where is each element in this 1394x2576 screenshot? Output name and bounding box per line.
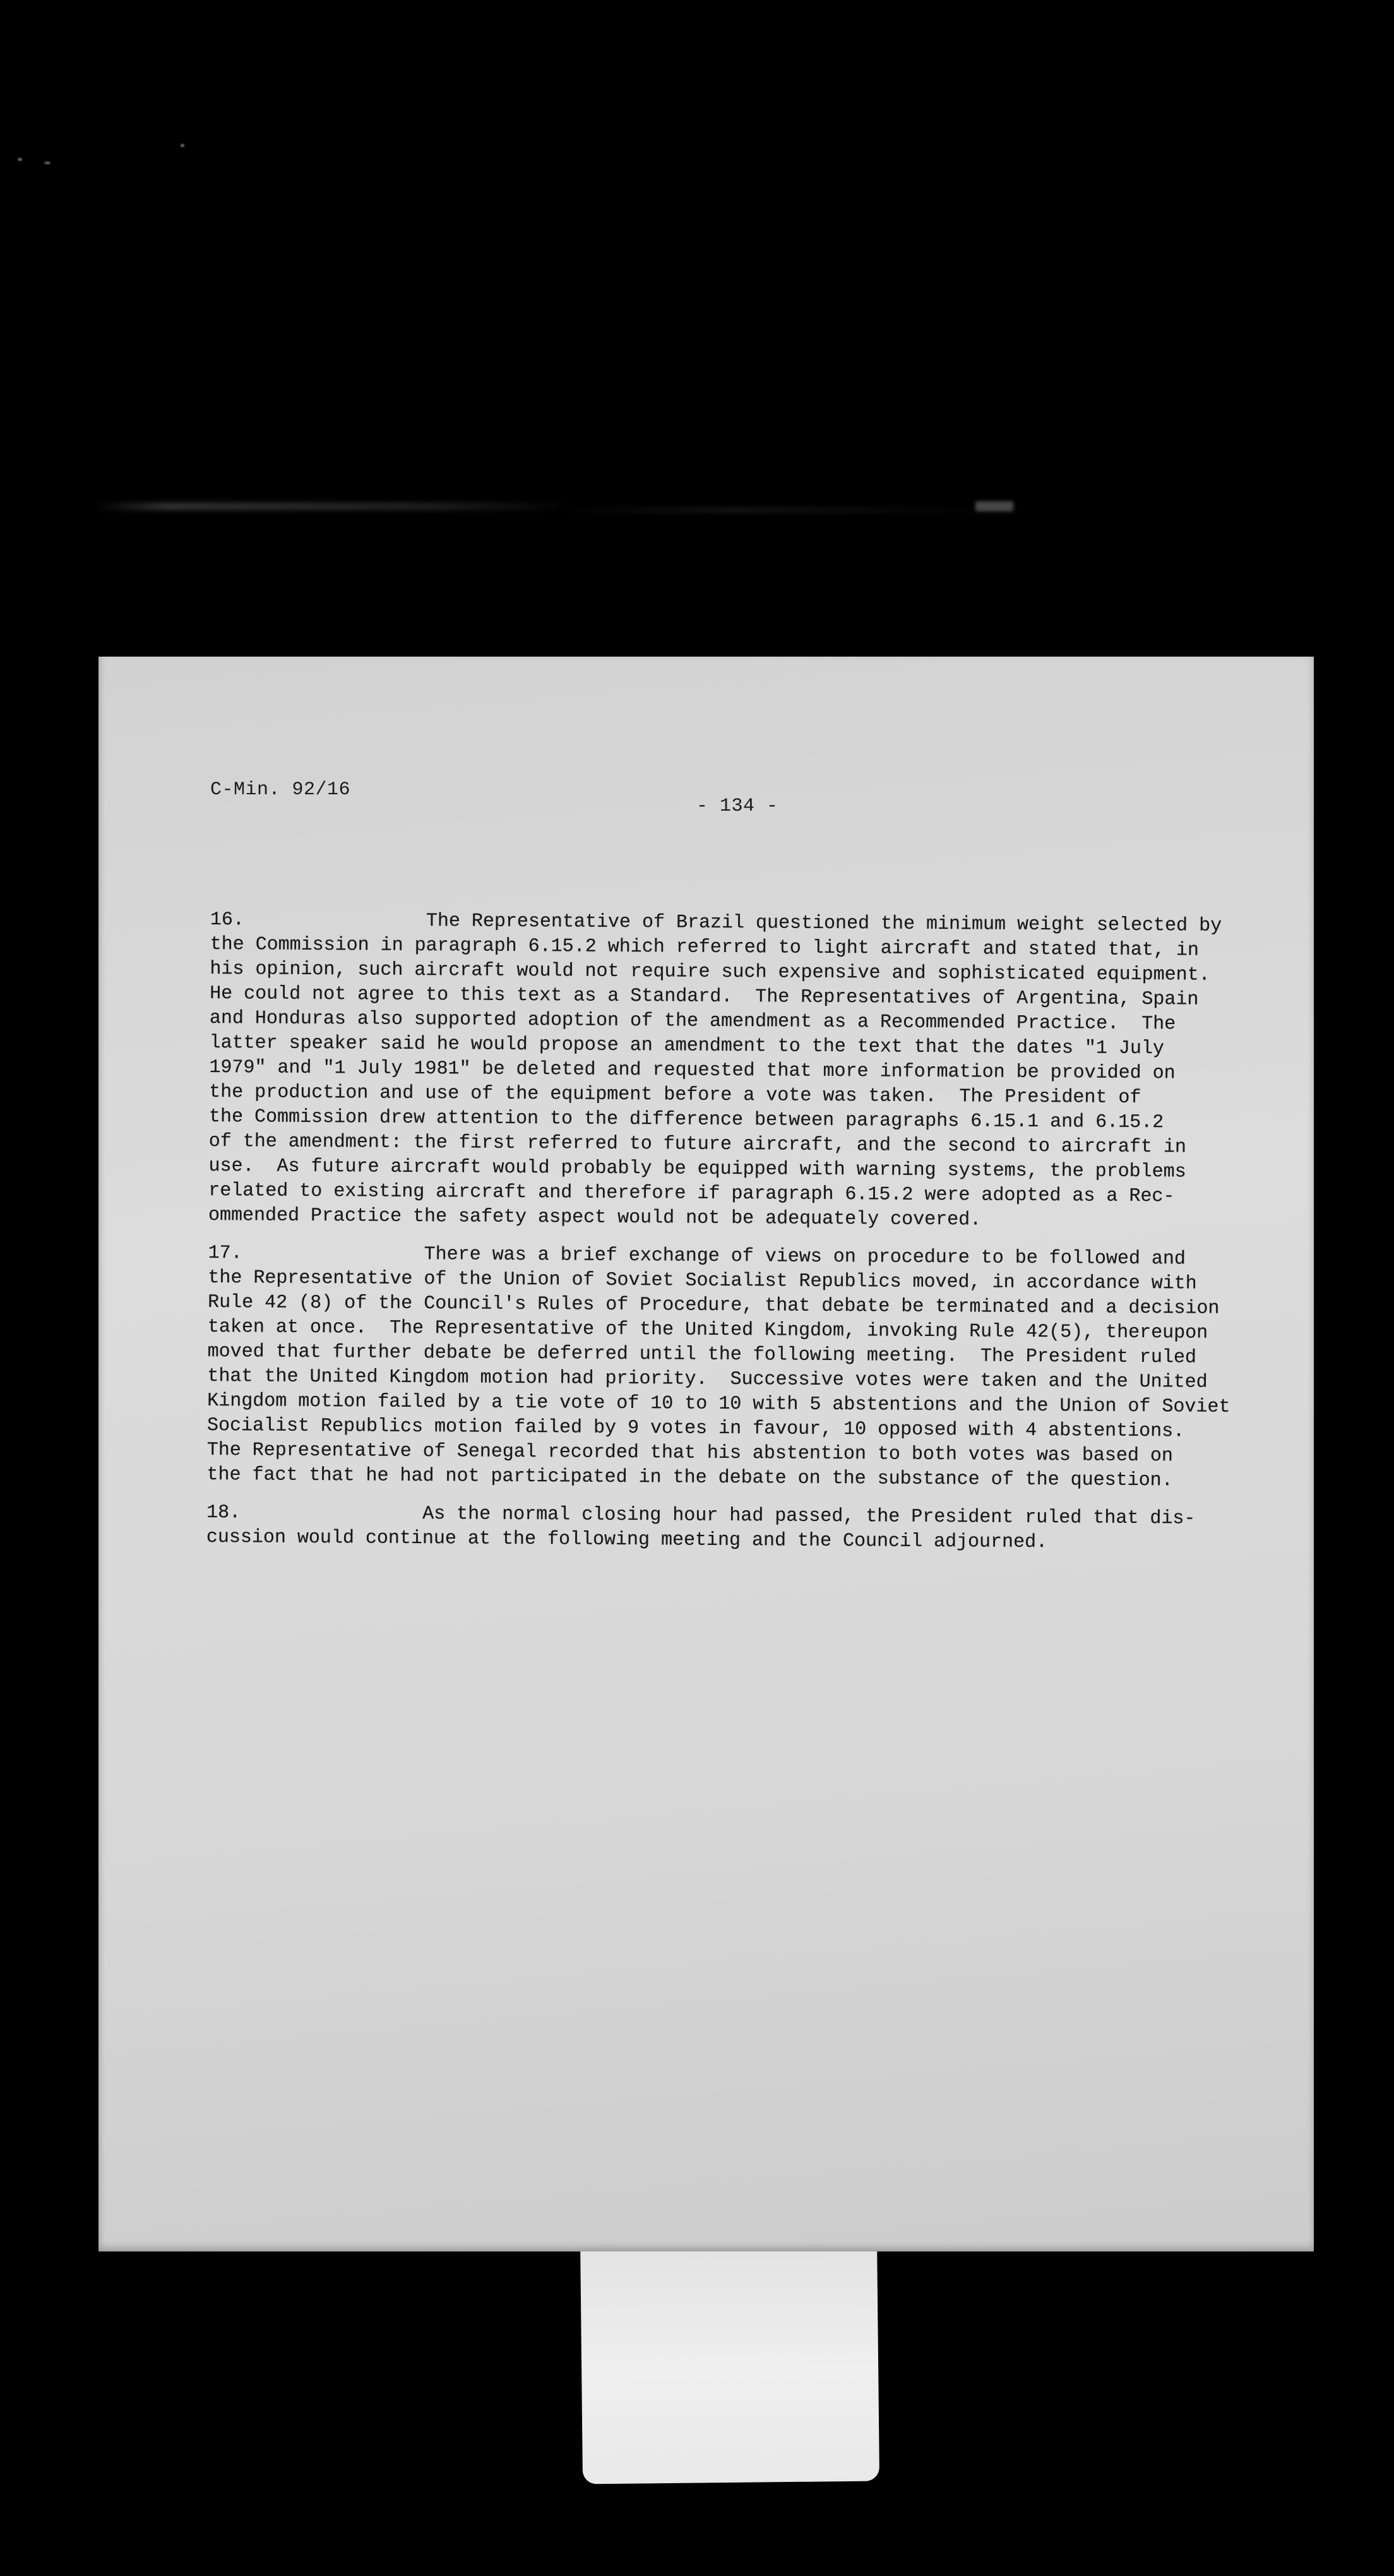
scan-artifact-speck bbox=[44, 162, 51, 164]
scan-artifact-streak bbox=[95, 503, 575, 510]
scan-artifact-speck bbox=[181, 144, 184, 147]
scan-artifact-speck bbox=[18, 158, 22, 161]
paragraph-17: 17. There was a brief exchange of views on procedure to be followed and the Representative of the Union of Soviet Socialist Republics moved, in accordance with Rule 42 (8) of the Council's Rules of Procedure, that debate be terminated and a decision taken at once. The Representative of the United Kingdom, invoking Rule 42(5), thereupon moved that further debate be deferred until the following meeting. The President ruled that the United Kingdom motion had priority. Successive votes were taken and the United Kingdom motion failed by a tie vote of 10 to 10 with 5 abstentions and the Union of Soviet Socialist Republics motion failed by 9 votes in favour, 10 opposed with 4 abstentions. The Representative of Senegal recorded that his abstention to both votes was based on the fact that he had not participated in the debate on the substance of the question. bbox=[206, 1242, 1230, 1492]
paragraph-16: 16. The Representative of Brazil questioned the minimum weight selected by the Commission in paragraph 6.15.2 which referred to light aircraft and stated that, in his opinion, such aircraft would not require such expensive and sophisticated equipment. He could not agree to this text as a Standard. The Representatives of Argentina, Spain and Honduras also supported adoption of the amendment as a Recommended Practice. The latter speaker said he would propose an amendment to the text that the dates "1 July 1979" and "1 July 1981" be deleted and requested that more information be provided on the production and use of the equipment before a vote was taken. The President of the Commission drew attention to the difference between paragraphs 6.15.1 and 6.15.2 of the amendment: the first referred to future aircraft, and the second to aircraft in use. As future aircraft would probably be equipped with warning systems, the problems related to existing aircraft and therefore if paragraph 6.15.2 were adopted as a Rec- ommended Practice the safety aspect would not be adequately covered. bbox=[208, 909, 1222, 1231]
doc-reference: C-Min. 92/16 bbox=[210, 779, 351, 801]
page-number: - 134 - bbox=[696, 796, 778, 817]
scan-artifact-streak bbox=[556, 508, 998, 513]
document-body bbox=[206, 908, 1323, 1570]
paper-slip bbox=[580, 2234, 879, 2484]
document-page bbox=[98, 657, 1314, 2251]
paragraph-18: 18. As the normal closing hour had passed, the President ruled that dis- cussion would continue at the following meeting and the Council adjourned. bbox=[206, 1501, 1196, 1554]
scan-artifact-speck bbox=[975, 501, 1013, 511]
